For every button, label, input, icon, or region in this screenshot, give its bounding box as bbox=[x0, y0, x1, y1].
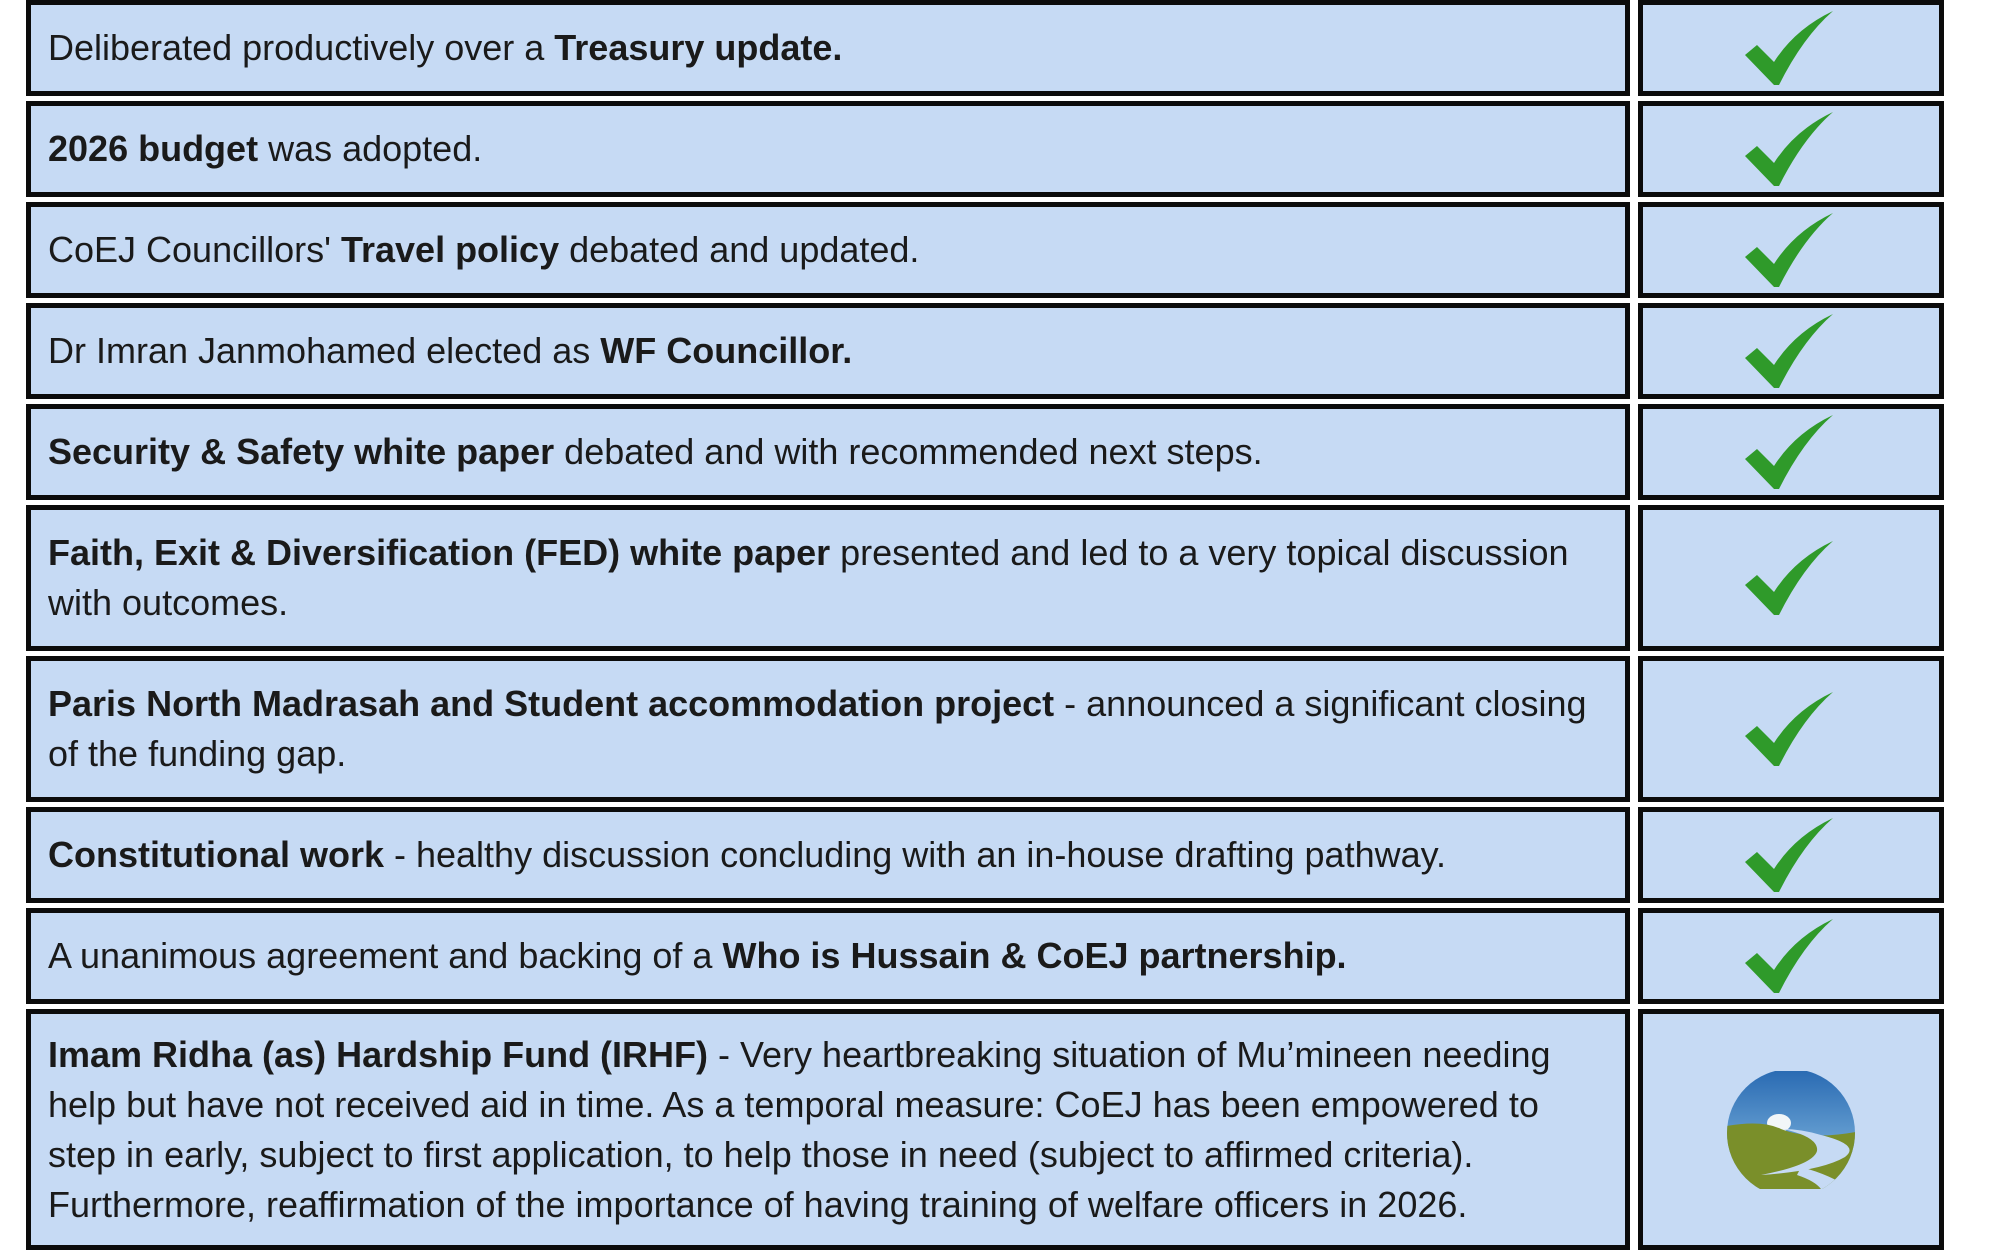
table-row bbox=[0, 202, 2000, 298]
checkmark-icon bbox=[1743, 539, 1839, 617]
outcome-text-cell bbox=[26, 656, 1630, 802]
status-cell bbox=[1638, 202, 1944, 298]
outcome-text-bold: Constitutional work bbox=[48, 834, 384, 875]
checkmark-icon bbox=[1743, 110, 1839, 188]
outcome-text-post: - Very heartbreaking situation of Mu’mineen needing help but have not received aid in time. As a temporal measure: CoEJ has been empowered to step in early, subject to first application, to help those in need (subject to affirmed criteria). Furthermore, reaffirmation of the importance of having training of welfare officers in 2026. bbox=[48, 1033, 1551, 1225]
checkmark-icon bbox=[1743, 917, 1839, 995]
outcome-text-bold: Imam Ridha (as) Hardship Fund (IRHF) bbox=[48, 1033, 709, 1075]
status-cell bbox=[1638, 101, 1944, 197]
outcome-text bbox=[31, 427, 1279, 477]
outcome-text bbox=[31, 931, 1363, 981]
outcome-text bbox=[31, 528, 1625, 628]
outcome-text-pre: Dr Imran Janmohamed elected as bbox=[48, 330, 601, 371]
outcome-text-post: debated and with recommended next steps. bbox=[554, 431, 1263, 472]
outcome-text-bold: Who is Hussain & CoEJ partnership. bbox=[722, 935, 1347, 976]
outcome-text-pre: Deliberated productively over a bbox=[48, 27, 555, 68]
outcome-text-pre: CoEJ Councillors' bbox=[48, 229, 341, 270]
outcome-text-post: - healthy discussion concluding with an in-house drafting pathway. bbox=[384, 834, 1446, 875]
road-ahead-icon bbox=[1721, 1071, 1861, 1189]
outcome-text-bold: WF Councillor. bbox=[600, 330, 853, 371]
outcome-text bbox=[31, 124, 498, 174]
status-cell bbox=[1638, 0, 1944, 96]
checkmark-icon bbox=[1743, 312, 1839, 390]
outcome-text-bold: Faith, Exit & Diversification (FED) white paper bbox=[48, 532, 831, 573]
status-cell bbox=[1638, 908, 1944, 1004]
outcome-text bbox=[31, 679, 1625, 779]
status-cell bbox=[1638, 505, 1944, 651]
outcome-text-bold: Security & Safety white paper bbox=[48, 431, 555, 472]
outcome-text-post: debated and updated. bbox=[559, 229, 920, 270]
table-row bbox=[0, 656, 2000, 802]
outcome-text-cell bbox=[26, 404, 1630, 500]
checkmark-icon bbox=[1743, 9, 1839, 87]
table-row bbox=[0, 0, 2000, 96]
outcome-text-bold: 2026 budget bbox=[48, 128, 259, 169]
checkmark-icon bbox=[1743, 211, 1839, 289]
outcome-text-cell bbox=[26, 202, 1630, 298]
outcome-text-cell bbox=[26, 303, 1630, 399]
outcome-text-post: presented and led to a very topical discussion with outcomes. bbox=[48, 532, 1569, 623]
status-cell bbox=[1638, 1009, 1944, 1250]
table-row bbox=[0, 505, 2000, 651]
table-row bbox=[0, 404, 2000, 500]
status-cell bbox=[1638, 807, 1944, 903]
outcome-text bbox=[31, 326, 868, 376]
table-row bbox=[0, 1009, 2000, 1250]
outcome-text bbox=[31, 830, 1462, 880]
outcome-text-cell bbox=[26, 908, 1630, 1004]
outcome-text bbox=[31, 225, 935, 275]
status-cell bbox=[1638, 404, 1944, 500]
outcome-text-cell bbox=[26, 1009, 1630, 1250]
checkmark-icon bbox=[1743, 413, 1839, 491]
outcome-text-bold: Travel policy bbox=[340, 229, 560, 270]
table-row bbox=[0, 908, 2000, 1004]
outcome-text-post: was adopted. bbox=[258, 128, 483, 169]
outcome-text-cell bbox=[26, 0, 1630, 96]
outcome-text-bold: Treasury update. bbox=[554, 27, 843, 68]
outcome-text-pre: A unanimous agreement and backing of a bbox=[48, 935, 723, 976]
status-cell bbox=[1638, 656, 1944, 802]
outcome-text-post: - announced a significant closing of the funding gap. bbox=[48, 683, 1587, 774]
checkmark-icon bbox=[1743, 816, 1839, 894]
checkmark-icon bbox=[1743, 690, 1839, 768]
table-row bbox=[0, 807, 2000, 903]
outcome-text-cell bbox=[26, 505, 1630, 651]
outcome-text-cell bbox=[26, 101, 1630, 197]
outcome-text-bold: Paris North Madrasah and Student accommodation project bbox=[48, 683, 1055, 724]
table-row bbox=[0, 101, 2000, 197]
table-row bbox=[0, 303, 2000, 399]
outcome-text-cell bbox=[26, 807, 1630, 903]
outcome-text bbox=[31, 23, 858, 73]
status-cell bbox=[1638, 303, 1944, 399]
outcome-text bbox=[31, 1030, 1625, 1230]
